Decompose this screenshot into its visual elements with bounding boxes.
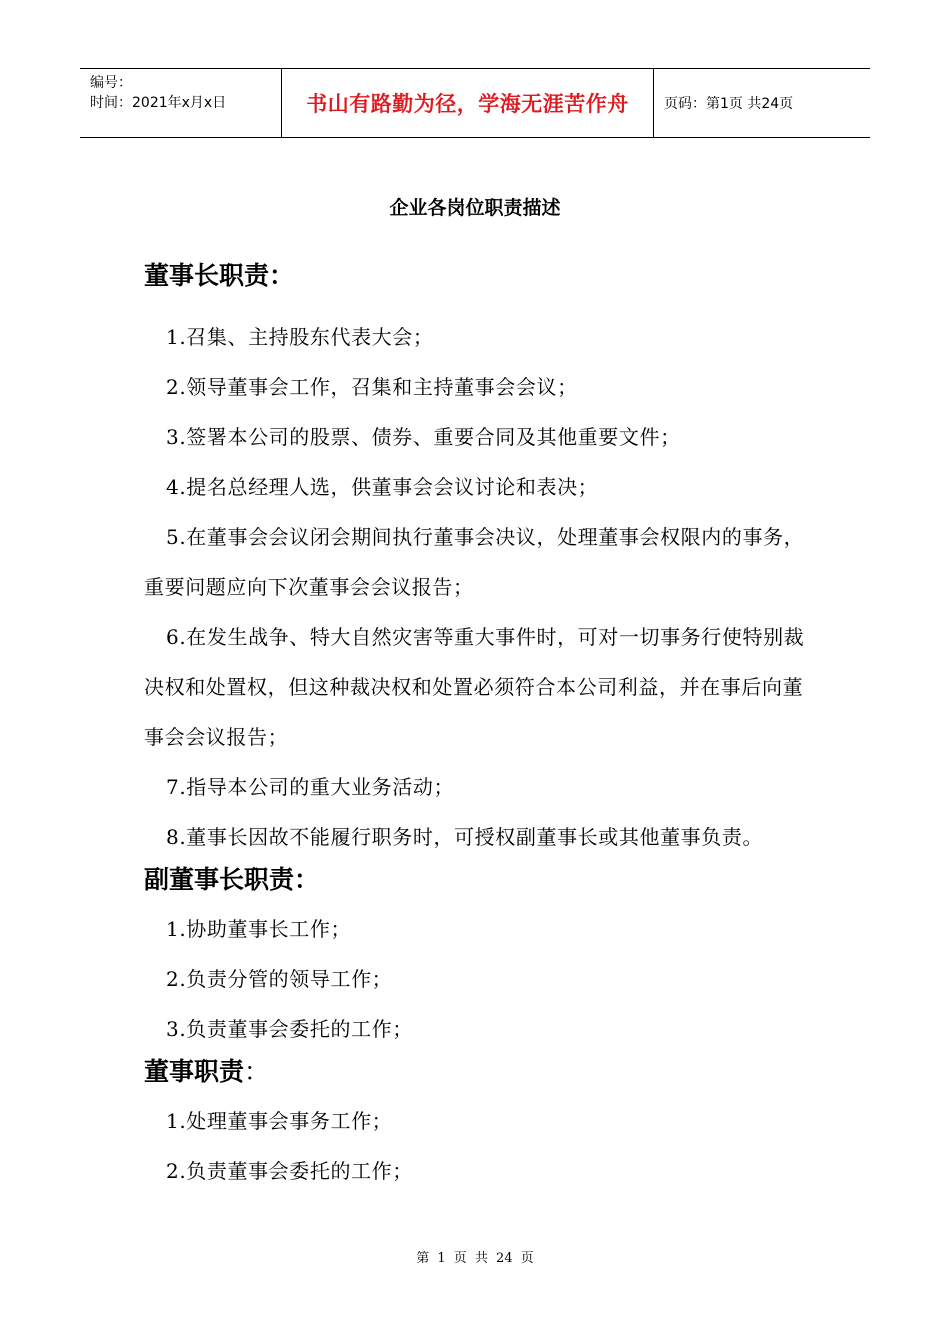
list-item: 2.负责董事会委托的工作； xyxy=(166,1159,413,1183)
list-item: 2.领导董事会工作，召集和主持董事会会议； xyxy=(166,375,578,399)
section-heading-chairman: 董事长职责： xyxy=(144,261,295,290)
list-item: 5.在董事会会议闭会期间执行董事会决议，处理董事会权限内的事务，重要问题应向下次董事会会议报告； xyxy=(144,525,805,599)
header-meta-cell xyxy=(80,69,282,137)
list-item: 2.负责分管的领导工作； xyxy=(166,967,393,991)
list-item: 7.指导本公司的重大业务活动； xyxy=(166,775,455,799)
section-heading-vice-chairman: 副董事长职责： xyxy=(144,865,320,894)
list-item: 6.在发生战争、特大自然灾害等重大事件时，可对一切事务行使特别裁决权和处置权，但这种裁决权和处置必须符合本公司利益，并在事后向董事会会议报告； xyxy=(144,625,805,749)
list-item: 3.负责董事会委托的工作； xyxy=(166,1017,413,1041)
list-item: 1.处理董事会事务工作； xyxy=(166,1109,393,1133)
page-info: 页码：第1页 共24页 xyxy=(664,96,794,112)
header-motto-cell xyxy=(282,69,654,137)
motto-text: 书山有路勤为径，学海无涯苦作舟 xyxy=(306,92,629,116)
section-heading-director: 董事职责： xyxy=(144,1057,270,1086)
page-title: 企业各岗位职责描述 xyxy=(389,197,561,219)
list-item: 1.协助董事长工作； xyxy=(166,917,352,941)
list-item: 3.签署本公司的股票、债券、重要合同及其他重要文件； xyxy=(166,425,681,449)
number-label: 编号： xyxy=(90,75,132,91)
header-page-cell xyxy=(654,69,870,137)
document-body xyxy=(144,258,814,1196)
page-footer: 第 1 页 共 24 页 xyxy=(416,1251,534,1266)
document-header xyxy=(80,68,870,138)
list-item: 1.召集、主持股东代表大会； xyxy=(166,325,434,349)
time-label: 时间：2021年x月x日 xyxy=(90,95,227,111)
list-item: 4.提名总经理人选，供董事会会议讨论和表决； xyxy=(166,475,599,499)
list-item: 8.董事长因故不能履行职务时，可授权副董事长或其他董事负责。 xyxy=(166,825,764,849)
